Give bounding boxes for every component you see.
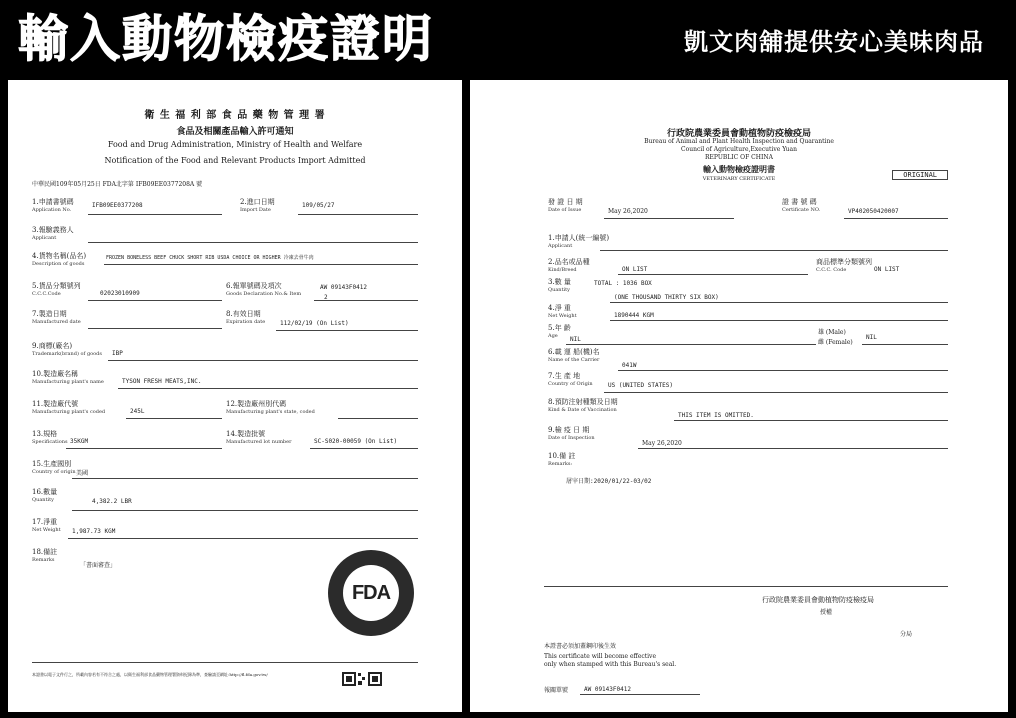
banner <box>0 0 1016 78</box>
fda-ref-line: 中華民國109年05月25日 FDA北字第 IFB09EE0377208A 號 <box>32 181 203 188</box>
validity-en-2: only when stamped with this Bureau's seal. <box>544 661 677 668</box>
fda-agency-en: Food and Drug Administration, Ministry of Health and Welfare <box>107 140 363 149</box>
banner-subtitle: 凱文肉舖提供安心美味肉品 <box>684 28 984 56</box>
field-value: 美國 <box>76 470 89 477</box>
field-value: 4,382.2 LBR <box>92 498 132 505</box>
ccc-code: ON LIST <box>874 266 900 273</box>
field-value: 1890444 KGM <box>614 312 654 319</box>
field-value: AW 09143F0412 <box>320 284 367 291</box>
field-value: 109/05/27 <box>302 202 335 209</box>
qr-code-icon <box>342 672 382 686</box>
declaration-label: 報關單號 <box>544 687 569 694</box>
field-value: 245L <box>130 408 145 415</box>
fda-agency-title: 衛 生 福 利 部 食 品 藥 物 管 理 署 <box>144 110 326 121</box>
field-value: 「書面審查」 <box>80 562 117 569</box>
original-stamp: ORIGINAL <box>892 170 948 180</box>
issuer-authorized: 授權 <box>820 609 833 616</box>
issuer-zh: 行政院農業委員會動植物防疫檢疫局 <box>762 596 874 604</box>
field-value: 1,987.73 KGM <box>72 528 116 535</box>
fda-footer: 本證書以電子文件行之，所載內容若有不符合之處，以衛生福利部食品藥物管理署資料紀錄為準，查驗請至網址:http://fl.fda.gov.tw/ <box>32 672 268 677</box>
banner-title: 輸入動物檢疫證明 <box>18 10 434 68</box>
fda-notice-en: Notification of the Food and Relevant Products Import Admitted <box>104 156 366 165</box>
validity-en-1: This certificate will become effective <box>544 653 656 660</box>
date-of-issue: May 26,2020 <box>608 208 648 215</box>
field-value: 2 <box>324 294 328 301</box>
field-value: FROZEN BONELESS BEEF CHUCK SHORT RIB USDA CHOICE OR HIGHER 冷凍去骨牛肉 <box>106 255 314 261</box>
branch-label: 分局 <box>900 631 913 638</box>
field-value: 35KGM <box>70 438 89 445</box>
validity-zh: 本證書必須加蓋鋼印後生效 <box>544 643 617 650</box>
field-value: 112/02/19 (On List) <box>280 320 349 327</box>
fda-import-notice: 衛 生 福 利 部 食 品 藥 物 管 理 署 食品及相關產品輸入許可通知 Food and Drug Administration, Ministry of Health and Welfare Notification of the Food and Relevant Products Import Admitted 中華民國109年05月25日 FDA北字第 IFB09EE0377208A 號 1.申請書號碼 Application No. IFB09EE0377208 2.進口日期 Import Date 109/05/27 3.報驗義務人 Applicant 4.貨物名稱(品名) Description of goods FROZEN BONELESS BEEF CHUCK SHORT RIB USDA CHOICE OR HIGHER 冷凍去骨牛肉 5.貨品分類號列 C.C.C.Code 02023010909 6.報單號碼及項次 Goods Declaration No.& Item AW 09143F0412 2 7.製造日期 Manufactured date 8.有效日期 Expiration date 112/02/19 (On List) 9.商標(廠名) Trademark(brand) of goods IBP 10.製造廠名稱 Manufacturing plant's name TYSON FRESH MEATS,INC. 11.製造廠代號 Manufacturing plant's coded 245L 12.製造廠州別代碼 Manufacturing plant's state, coded 13.規格 Specifications 35KGM 14.製造批號 Manufactured lot number SC-S020-00059 (On List) 15.生產國別 Country of origin 美國 16.數量 Quantity 4,382.2 LBR 17.淨重 Net Weight 1,987.73 KGM 18.備註 Remarks 「書面審查」 FDA 本證書以電子文件行之，所載內容若有不符合之處，以衛生福利部食品藥物管理署資料紀錄為準，查驗請至網址:http://fl.fda.gov.tw/ <box>8 80 462 712</box>
field-value: NIL <box>570 336 581 343</box>
field-value: May 26,2020 <box>642 440 682 447</box>
field-value: IBP <box>112 350 123 357</box>
certificate-no: VP402050420007 <box>848 208 899 215</box>
field-value: SC-S020-00059 (On List) <box>314 438 398 445</box>
vet-agency-en: Bureau of Animal and Plant Health Inspection and Quarantine <box>644 138 834 145</box>
field-value: IFB09EE0377208 <box>92 202 143 209</box>
field-value: TOTAL : 1036 BOX <box>594 280 652 287</box>
veterinary-certificate: 行政院農業委員會動植物防疫檢疫局 Bureau of Animal and Plant Health Inspection and Quarantine Council of Agriculture,Executive Yuan REPUBLIC OF CHINA 輸入動物檢疫證明書 VETERINARY CERTIFICATE ORIGINAL 發 證 日 期 Date of Issue May 26,2020 證 書 號 碼 Certificate NO. VP402050420007 1.申請人(統一編號) Applicant 2.品名或品種 Kind/Breed ON LIST 商品標準分類號列 C.C.C. Code ON LIST 3.數 量 Quantity TOTAL : 1036 BOX (ONE THOUSAND THIRTY SIX BOX) 4.淨 重 Net Weight 1890444 KGM 5.年 齡 Age NIL 雄 (Male) 雌 (Female) NIL 6.載 運 船(機)名 Name of the Carrier 041W 7.生 產 地 Country of Origin US (UNITED STATES) 8.預防注射種類及日期 Kind & Date of Vaccination THIS ITEM IS OMITTED. 9.檢 疫 日 期 Date of Inspection May 26,2020 10.備 註 Remarks: 屠宰日期:2020/01/22-03/02 行政院農業委員會動植物防疫檢疫局 授權 分局 本證書必須加蓋鋼印後生效 This certificate will become effective only when stamped with this Bureau's seal. 報關單號 AW 09143F0412 <box>470 80 1008 712</box>
field-value: ON LIST <box>622 266 648 273</box>
field-value: US (UNITED STATES) <box>608 382 674 389</box>
vet-council-en: Council of Agriculture,Executive Yuan <box>681 146 797 153</box>
field-value: THIS ITEM IS OMITTED. <box>678 412 754 419</box>
field-value: TYSON FRESH MEATS,INC. <box>122 378 202 385</box>
fda-notice-title: 食品及相關產品輸入許可通知 <box>176 127 294 137</box>
vet-cert-title-zh: 輸入動物檢疫證明書 <box>703 164 775 174</box>
sex-value: NIL <box>866 334 877 341</box>
vet-country: REPUBLIC OF CHINA <box>705 154 773 161</box>
vet-cert-title-en: VETERINARY CERTIFICATE <box>702 176 776 182</box>
declaration-no: AW 09143F0412 <box>584 686 631 693</box>
vet-agency-zh: 行政院農業委員會動植物防疫檢疫局 <box>666 129 811 139</box>
fda-seal: FDA <box>328 550 414 636</box>
field-value: 02023010909 <box>100 290 140 297</box>
field-value: 041W <box>622 362 637 369</box>
field-value: (ONE THOUSAND THIRTY SIX BOX) <box>614 294 719 301</box>
field-value: 屠宰日期:2020/01/22-03/02 <box>566 478 652 485</box>
